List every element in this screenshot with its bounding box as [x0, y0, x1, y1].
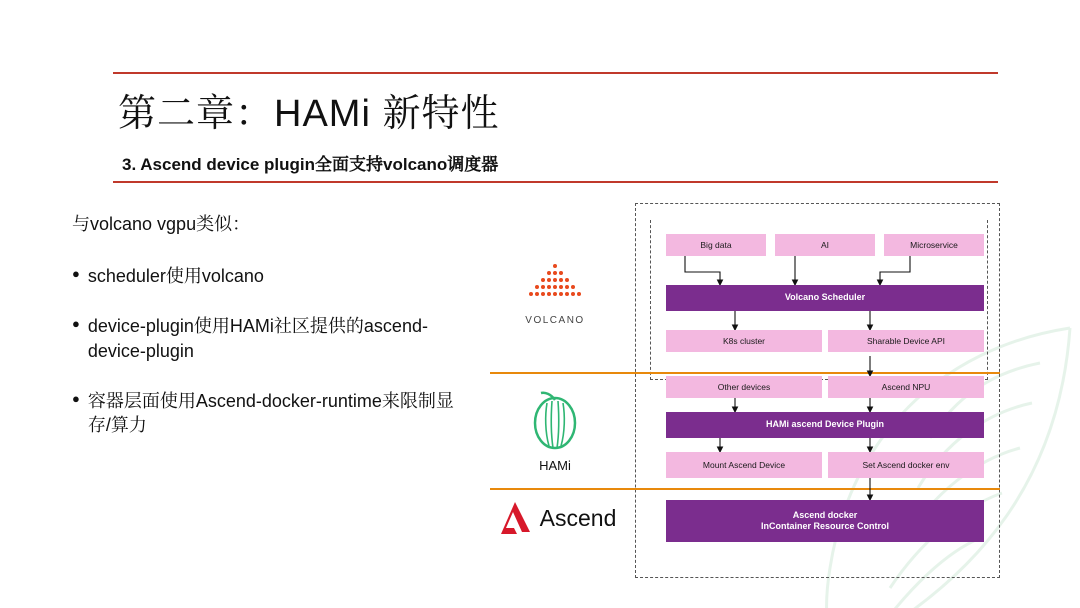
diagram-box-sharable-device-api: Sharable Device API	[828, 330, 984, 352]
bullet-marker-icon: ●	[72, 316, 80, 332]
lead-text: 与volcano vgpu类似：	[72, 214, 251, 234]
volcano-logo	[500, 262, 610, 326]
page-title: 第二章：HAMi 新特性	[118, 93, 500, 135]
list-item	[72, 389, 462, 438]
left-text-column	[72, 210, 462, 463]
ascend-logo-label: Ascend	[539, 504, 617, 531]
bullet-marker-icon: ●	[72, 390, 80, 406]
page-subtitle: 3. Ascend device plugin全面支持volcano调度器	[122, 155, 499, 174]
ascend-logo	[488, 500, 628, 536]
diagram-box-other-devices: Other devices	[666, 376, 822, 398]
diagram-box-set-ascend-docker-env: Set Ascend docker env	[828, 452, 984, 478]
bullet-text: scheduler使用volcano	[87, 266, 264, 286]
hami-mark-icon	[525, 390, 585, 452]
volcano-logo-label: VOLCANO	[525, 315, 585, 326]
diagram-box-mount-ascend-device: Mount Ascend Device	[666, 452, 822, 478]
diagram-box-ascend-npu: Ascend NPU	[828, 376, 984, 398]
architecture-diagram	[470, 200, 1010, 582]
list-item	[72, 314, 462, 363]
bullet-text: device-plugin使用HAMi社区提供的ascend-device-plugin	[87, 316, 428, 361]
title-rule-bottom	[113, 181, 998, 183]
bullet-marker-icon: ●	[72, 266, 80, 281]
diagram-box-k8s-cluster: K8s cluster	[666, 330, 822, 352]
diagram-box-hami-ascend-device-plugin: HAMi ascend Device Plugin	[666, 412, 984, 438]
diagram-box-volcano-scheduler: Volcano Scheduler	[666, 285, 984, 311]
layer-divider-2	[490, 488, 1000, 490]
layer-divider-1	[490, 372, 1000, 374]
bullet-text: 容器层面使用Ascend-docker-runtime来限制显存/算力	[87, 390, 454, 436]
ascend-mark-icon	[500, 500, 534, 536]
hami-logo	[500, 390, 610, 473]
volcano-mark-icon	[513, 262, 597, 308]
diagram-box-ascend-docker	[666, 500, 984, 542]
hami-logo-label: HAMi	[539, 458, 571, 473]
diagram-box-big-data: Big data	[666, 234, 766, 256]
ascend-docker-line-1: Ascend docker	[792, 509, 858, 520]
title-rule-top	[113, 72, 998, 74]
ascend-docker-line-2: InContainer Resource Control	[760, 521, 889, 531]
diagram-box-ai: AI	[775, 234, 875, 256]
list-item	[72, 264, 462, 288]
diagram-box-microservice: Microservice	[884, 234, 984, 256]
